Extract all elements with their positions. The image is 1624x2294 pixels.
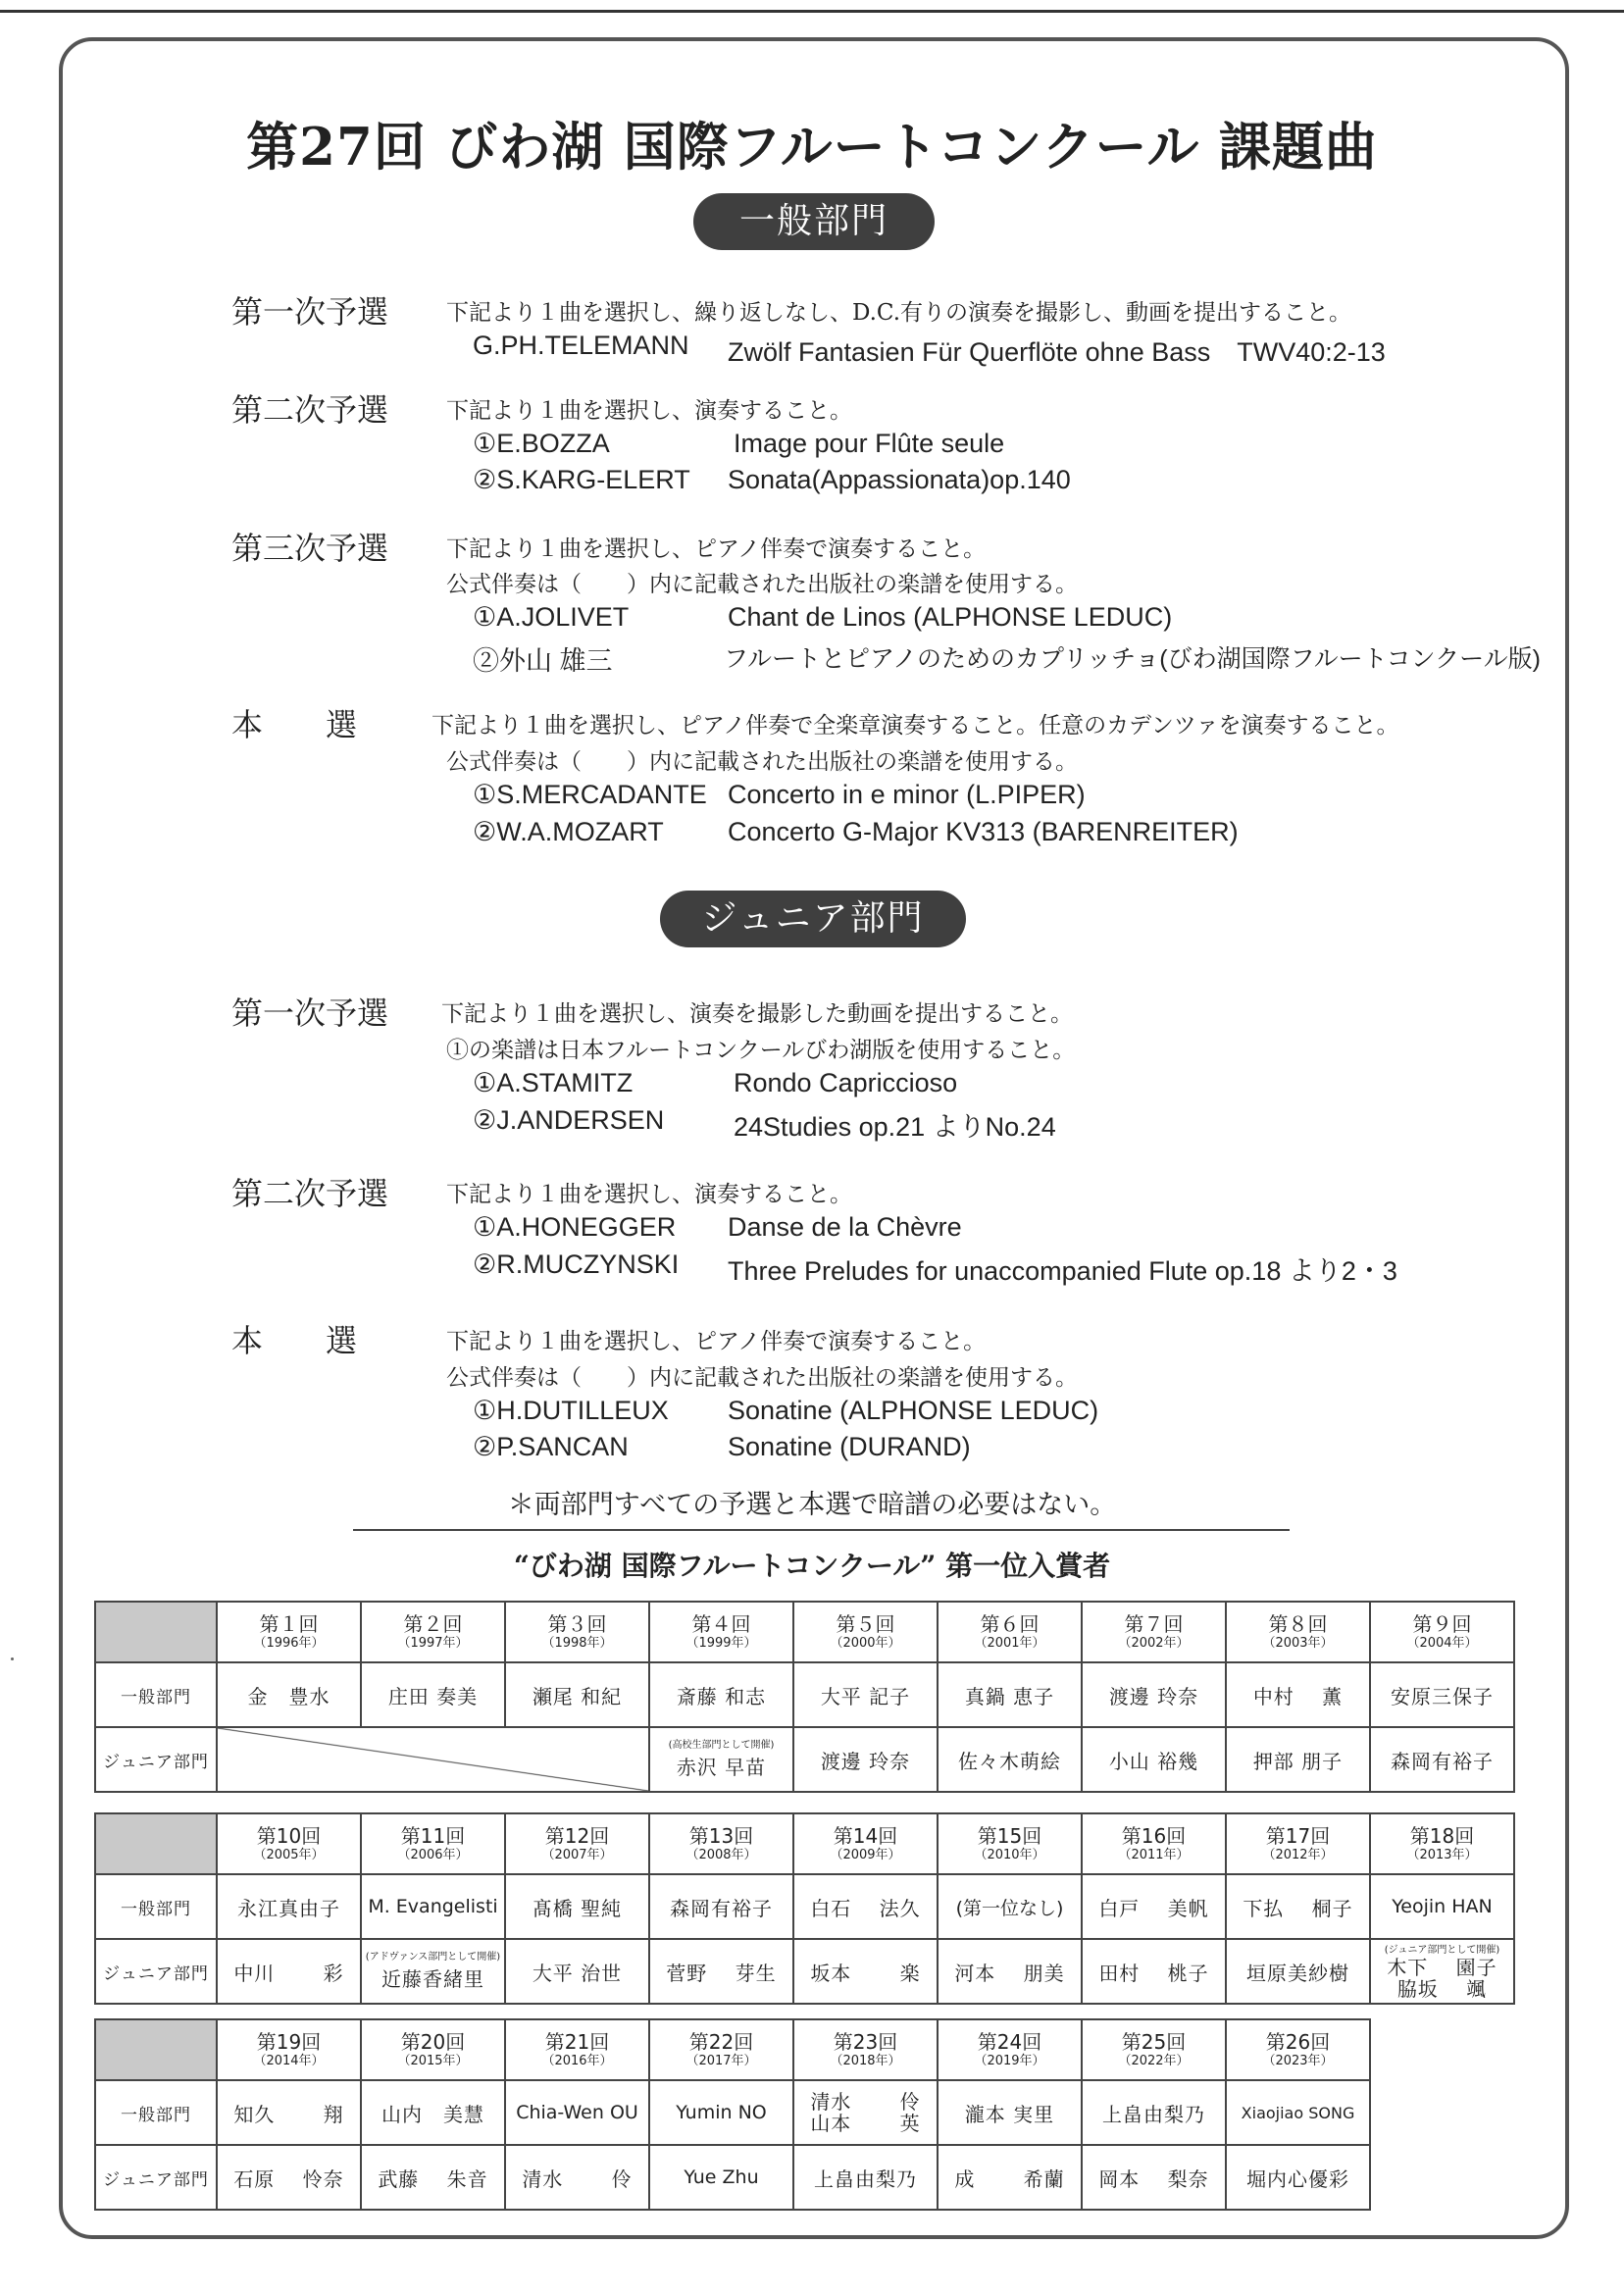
winner-cell: 大平 記子	[793, 1662, 938, 1727]
winner-cell: 森岡有裕子	[649, 1874, 793, 1939]
general-r2-work-2: Sonata(Appassionata)op.140	[728, 465, 1071, 494]
general-r2-composer-2: ②S.KARG-ELERT	[473, 465, 690, 494]
junior-r1-instruction: 下記より１曲を選択し、演奏を撮影した動画を提出すること。	[441, 1001, 1073, 1027]
winner-cell: Chia-Wen OU	[505, 2080, 649, 2145]
edition-cell: 第21回 （2016年）	[505, 2019, 649, 2080]
winner-cell: 中川 彩	[217, 1939, 361, 2004]
winner-cell: Yumin NO	[649, 2080, 793, 2145]
edition-cell: 第９回 （2004年）	[1370, 1602, 1514, 1662]
not-held-cell	[217, 1727, 649, 1792]
general-final-stage: 本 選	[231, 706, 358, 743]
general-final-composer-2: ②W.A.MOZART	[473, 817, 664, 846]
edition-cell: 第19回 （2014年）	[217, 2019, 361, 2080]
winner-cell: 武藤 朱音	[361, 2145, 505, 2210]
general-winners-row	[95, 1662, 1514, 1727]
general-r2-stage: 第二次予選	[231, 391, 389, 429]
general-r3-composer-1: ①A.JOLIVET	[473, 602, 630, 632]
winner-cell: 瀬尾 和紀	[505, 1662, 649, 1727]
winner-cell: 安原三保子	[1370, 1662, 1514, 1727]
general-r3-stage: 第三次予選	[231, 530, 389, 567]
edition-row	[95, 1813, 1514, 1874]
general-final-work-2: Concerto G-Major KV313 (BARENREITER)	[728, 817, 1239, 846]
winner-cell: 下払 桐子	[1226, 1874, 1370, 1939]
edition-cell: 第22回 （2017年）	[649, 2019, 793, 2080]
winner-cell: (アドヴァンス部門として開催) 近藤香緒里	[361, 1939, 505, 2004]
general-winners-row	[95, 2080, 1370, 2145]
winner-cell: M. Evangelisti	[361, 1874, 505, 1939]
edition-cell: 第16回 （2011年）	[1082, 1813, 1226, 1874]
winners-title: “びわ湖 国際フルートコンクール” 第一位入賞者	[513, 1550, 1111, 1582]
row-label-general: 一般部門	[95, 2080, 217, 2145]
winner-cell: Yeojin HAN	[1370, 1874, 1514, 1939]
winner-cell: 永江真由子	[217, 1874, 361, 1939]
row-label-junior: ジュニア部門	[95, 2145, 217, 2210]
edition-cell: 第７回 （2002年）	[1082, 1602, 1226, 1662]
winner-cell: 山内 美慧	[361, 2080, 505, 2145]
general-r2-composer-1: ①E.BOZZA	[473, 429, 610, 458]
winner-cell: 白戸 美帆	[1082, 1874, 1226, 1939]
junior-final-work-1: Sonatine (ALPHONSE LEDUC)	[728, 1396, 1099, 1425]
winner-cell: 菅野 芽生	[649, 1939, 793, 2004]
edition-cell: 第10回 （2005年）	[217, 1813, 361, 1874]
general-final-composer-1: ①S.MERCADANTE	[473, 780, 707, 809]
winner-cell: 金 豊水	[217, 1662, 361, 1727]
general-r3-work-2: フルートとピアノのためのカプリッチョ(びわ湖国際フルートコンクール版)	[724, 645, 1541, 673]
edition-cell: 第18回 （2013年）	[1370, 1813, 1514, 1874]
edition-cell: 第23回 （2018年）	[793, 2019, 938, 2080]
general-r1-instruction: 下記より１曲を選択し、繰り返しなし、D.C.有りの演奏を撮影し、動画を提出すること。	[446, 300, 1352, 326]
junior-winners-row	[95, 2145, 1370, 2210]
scan-speck	[11, 1657, 14, 1660]
division-note: (ジュニア部門として開催)	[1384, 1944, 1500, 1956]
row-label-junior: ジュニア部門	[95, 1939, 217, 2004]
winner-cell: 瀧本 実里	[938, 2080, 1082, 2145]
junior-r2-instruction: 下記より１曲を選択し、演奏すること。	[446, 1182, 852, 1207]
junior-r2-stage: 第二次予選	[231, 1175, 389, 1212]
winner-cell: 知久 翔	[217, 2080, 361, 2145]
edition-cell: 第５回 （2000年）	[793, 1602, 938, 1662]
junior-r1-work-1: Rondo Capriccioso	[734, 1068, 958, 1097]
edition-cell: 第２回 （1997年）	[361, 1602, 505, 1662]
junior-final-instruction: 下記より１曲を選択し、ピアノ伴奏で演奏すること。	[446, 1329, 987, 1354]
junior-r2-work-2: Three Preludes for unaccompanied Flute op.18 より2・3	[728, 1256, 1397, 1286]
winner-cell: 斎藤 和志	[649, 1662, 793, 1727]
winner-cell: 押部 朋子	[1226, 1727, 1370, 1792]
general-r3-instruction-2: 公式伴奏は（ ）内に記載された出版社の楽譜を使用する。	[446, 572, 1078, 597]
winner-cell: 堀内心優彩	[1226, 2145, 1370, 2210]
winner-cell: 成 希蘭	[938, 2145, 1082, 2210]
winners-table-1	[94, 1601, 1515, 1793]
winner-cell: 上畠由梨乃	[793, 2145, 938, 2210]
general-r3-composer-2: ②外山 雄三	[473, 646, 613, 676]
edition-cell: 第６回 （2001年）	[938, 1602, 1082, 1662]
memorization-note: ＊両部門すべての予選と本選で暗譜の必要はない。	[507, 1490, 1117, 1520]
page-title: 第27回 びわ湖 国際フルートコンクール 課題曲	[246, 117, 1378, 178]
junior-final-instruction-2: 公式伴奏は（ ）内に記載された出版社の楽譜を使用する。	[446, 1365, 1078, 1391]
junior-winners-row	[95, 1727, 1514, 1792]
junior-r1-composer-2: ②J.ANDERSEN	[473, 1105, 665, 1135]
section-divider	[353, 1529, 1290, 1531]
winner-cell: 白石 法久	[793, 1874, 938, 1939]
top-border	[0, 0, 1624, 13]
winner-cell: 髙橋 聖純	[505, 1874, 649, 1939]
general-final-instruction: 下記より１曲を選択し、ピアノ伴奏で全楽章演奏すること。任意のカデンツァを演奏すること。	[431, 713, 1399, 739]
general-division-badge: 一般部門	[693, 193, 935, 250]
winner-cell: 渡邊 玲奈	[793, 1727, 938, 1792]
edition-cell: 第17回 （2012年）	[1226, 1813, 1370, 1874]
edition-cell: 第13回 （2008年）	[649, 1813, 793, 1874]
division-note: (アドヴァンス部門として開催)	[365, 1952, 501, 1963]
edition-cell: 第26回 （2023年）	[1226, 2019, 1370, 2080]
junior-r1-composer-1: ①A.STAMITZ	[473, 1068, 634, 1097]
junior-r1-work-2: 24Studies op.21 よりNo.24	[734, 1112, 1056, 1142]
general-r3-instruction: 下記より１曲を選択し、ピアノ伴奏で演奏すること。	[446, 536, 987, 562]
winner-cell: Yue Zhu	[649, 2145, 793, 2210]
edition-cell: 第１回 （1996年）	[217, 1602, 361, 1662]
junior-final-stage: 本 選	[231, 1322, 358, 1359]
edition-cell: 第25回 （2022年）	[1082, 2019, 1226, 2080]
general-r3-work-1: Chant de Linos (ALPHONSE LEDUC)	[728, 602, 1173, 632]
edition-cell: 第11回 （2006年）	[361, 1813, 505, 1874]
edition-cell: 第14回 （2009年）	[793, 1813, 938, 1874]
junior-division-badge: ジュニア部門	[660, 891, 966, 947]
general-final-work-1: Concerto in e minor (L.PIPER)	[728, 780, 1086, 809]
winner-cell: 清水 伶	[505, 2145, 649, 2210]
table-corner	[95, 1602, 217, 1662]
table-corner	[95, 1813, 217, 1874]
winner-cell: 垣原美紗樹	[1226, 1939, 1370, 2004]
winner-cell: 清水 伶 山本 英	[793, 2080, 938, 2145]
winner-cell: 田村 桃子	[1082, 1939, 1226, 2004]
winner-cell: 中村 薫	[1226, 1662, 1370, 1727]
winners-table-3	[94, 2018, 1371, 2211]
winner-cell: 真鍋 恵子	[938, 1662, 1082, 1727]
junior-final-composer-2: ②P.SANCAN	[473, 1432, 629, 1461]
junior-r2-composer-2: ②R.MUCZYNSKI	[473, 1249, 680, 1279]
junior-r1-stage: 第一次予選	[231, 994, 389, 1032]
winner-cell: 渡邊 玲奈	[1082, 1662, 1226, 1727]
winner-cell: 森岡有裕子	[1370, 1727, 1514, 1792]
winner-cell: 佐々木萌絵	[938, 1727, 1082, 1792]
winner-cell: 上畠由梨乃	[1082, 2080, 1226, 2145]
winner-cell: (高校生部門として開催) 赤沢 早苗	[649, 1727, 793, 1792]
edition-cell: 第12回 （2007年）	[505, 1813, 649, 1874]
winner-cell: 石原 怜奈	[217, 2145, 361, 2210]
winner-cell: 坂本 楽	[793, 1939, 938, 2004]
general-winners-row	[95, 1874, 1514, 1939]
junior-r2-composer-1: ①A.HONEGGER	[473, 1212, 677, 1242]
general-r1-stage: 第一次予選	[231, 293, 389, 331]
winner-cell: (第一位なし)	[938, 1874, 1082, 1939]
junior-r1-instruction-2: ①の楽譜は日本フルートコンクールびわ湖版を使用すること。	[446, 1038, 1076, 1063]
winner-cell: 小山 裕幾	[1082, 1727, 1226, 1792]
edition-cell: 第15回 （2010年）	[938, 1813, 1082, 1874]
general-r2-instruction: 下記より１曲を選択し、演奏すること。	[446, 398, 852, 424]
winner-cell: Xiaojiao SONG	[1226, 2080, 1370, 2145]
row-label-junior: ジュニア部門	[95, 1727, 217, 1792]
junior-final-composer-1: ①H.DUTILLEUX	[473, 1396, 669, 1425]
row-label-general: 一般部門	[95, 1662, 217, 1727]
winner-cell: (ジュニア部門として開催) 木下 園子 脇坂 颯	[1370, 1939, 1514, 2004]
junior-winners-row	[95, 1939, 1514, 2004]
edition-row	[95, 1602, 1514, 1662]
row-label-general: 一般部門	[95, 1874, 217, 1939]
edition-cell: 第４回 （1999年）	[649, 1602, 793, 1662]
general-final-instruction-2: 公式伴奏は（ ）内に記載された出版社の楽譜を使用する。	[446, 749, 1078, 775]
junior-final-work-2: Sonatine (DURAND)	[728, 1432, 971, 1461]
winner-cell: 大平 治世	[505, 1939, 649, 2004]
general-r1-work: Zwölf Fantasien Für Querflöte ohne Bass TWV40:2-13	[728, 337, 1386, 367]
winner-cell: 河本 朋美	[938, 1939, 1082, 2004]
table-corner	[95, 2019, 217, 2080]
edition-cell: 第３回 （1998年）	[505, 1602, 649, 1662]
winner-cell: 岡本 梨奈	[1082, 2145, 1226, 2210]
general-r2-work-1: Image pour Flûte seule	[734, 429, 1005, 458]
edition-cell: 第８回 （2003年）	[1226, 1602, 1370, 1662]
edition-cell: 第20回 （2015年）	[361, 2019, 505, 2080]
junior-r2-work-1: Danse de la Chèvre	[728, 1212, 962, 1242]
edition-cell: 第24回 （2019年）	[938, 2019, 1082, 2080]
division-note: (高校生部門として開催)	[668, 1740, 775, 1751]
winners-table-2	[94, 1812, 1515, 2005]
winner-cell: 庄田 奏美	[361, 1662, 505, 1727]
general-r1-composer: G.PH.TELEMANN	[473, 331, 689, 360]
edition-row	[95, 2019, 1370, 2080]
